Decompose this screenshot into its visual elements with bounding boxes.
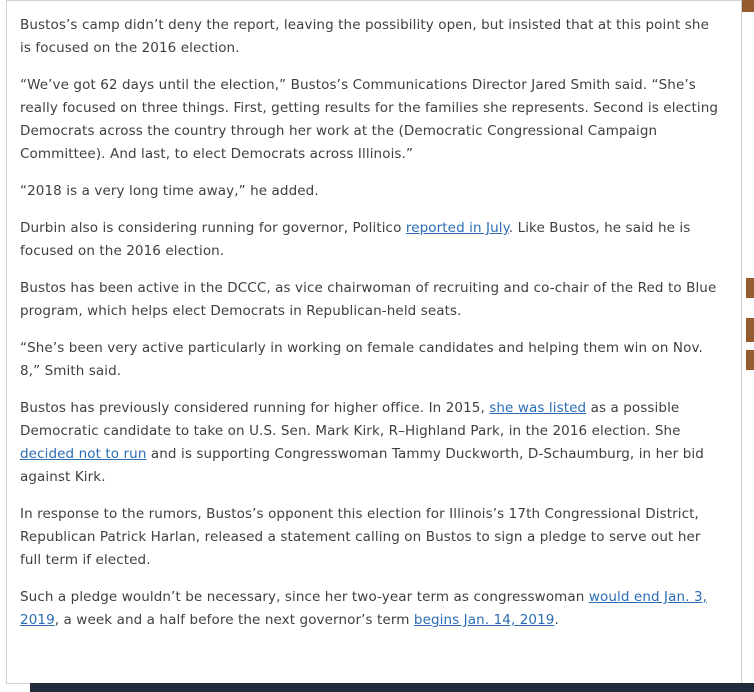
paragraph bbox=[20, 14, 724, 60]
scrollbar-segment[interactable] bbox=[746, 350, 754, 370]
article bbox=[8, 2, 740, 646]
scrollbar-segment[interactable] bbox=[746, 278, 754, 298]
paragraph bbox=[20, 397, 724, 489]
inline-link[interactable]: reported in July bbox=[405, 220, 509, 236]
paragraph-text: as a possible Democratic candidate to take on U.S. Sen. Mark Kirk, R–Highland Park, in the 2016 election. She bbox=[20, 400, 681, 439]
inline-link[interactable]: decided not to run bbox=[20, 446, 147, 462]
scrollbar-top-cap[interactable] bbox=[742, 0, 754, 12]
bottom-bar bbox=[30, 683, 754, 692]
paragraph-text: . bbox=[554, 612, 559, 628]
paragraph-text: “2018 is a very long time away,” he added. bbox=[20, 183, 319, 199]
paragraph bbox=[20, 180, 724, 203]
paragraph-text: . Like Bustos, he said he is focused on the 2016 election. bbox=[20, 220, 691, 259]
paragraph-text: “We’ve got 62 days until the election,” Bustos’s Communications Director Jared Smith said. “She’s really focused on three things. First, getting results for the families she represents. Second is electing Democrats across the country through her work at the (Democratic Congressional Campaign Committee). And last, to elect Democrats across Illinois.” bbox=[20, 77, 719, 162]
paragraph bbox=[20, 503, 724, 572]
paragraph bbox=[20, 74, 724, 166]
paragraph bbox=[20, 337, 724, 383]
paragraph-text: Bustos has been active in the DCCC, as vice chairwoman of recruiting and co-chair of the Red to Blue program, which helps elect Democrats in Republican-held seats. bbox=[20, 280, 717, 319]
paragraph-text: In response to the rumors, Bustos’s opponent this election for Illinois’s 17th Congressional District, Republican Patrick Harlan, released a statement calling on Bustos to sign a pledge to serve out her full term if elected. bbox=[20, 506, 701, 568]
inline-link[interactable]: begins Jan. 14, 2019 bbox=[413, 612, 555, 628]
paragraph bbox=[20, 217, 724, 263]
paragraph-text: Durbin also is considering running for governor, Politico bbox=[20, 220, 406, 236]
inline-link[interactable]: she was listed bbox=[489, 400, 587, 416]
paragraph-text: Such a pledge wouldn’t be necessary, since her two-year term as congresswoman bbox=[20, 589, 589, 605]
paragraph-text: , a week and a half before the next governor’s term bbox=[54, 612, 414, 628]
paragraph-text: “She’s been very active particularly in working on female candidates and helping them win on Nov. 8,” Smith said. bbox=[20, 340, 703, 379]
scrollbar-segment[interactable] bbox=[746, 318, 754, 342]
paragraph-text: and is supporting Congresswoman Tammy Duckworth, D-Schaumburg, in her bid against Kirk. bbox=[20, 446, 704, 485]
paragraph-text: Bustos’s camp didn’t deny the report, leaving the possibility open, but insisted that at this point she is focused on the 2016 election. bbox=[20, 17, 709, 56]
paragraph bbox=[20, 586, 724, 632]
paragraph bbox=[20, 277, 724, 323]
inline-link[interactable]: would end Jan. 3, 2019 bbox=[20, 589, 708, 628]
paragraph-text: Bustos has previously considered running for higher office. In 2015, bbox=[20, 400, 490, 416]
